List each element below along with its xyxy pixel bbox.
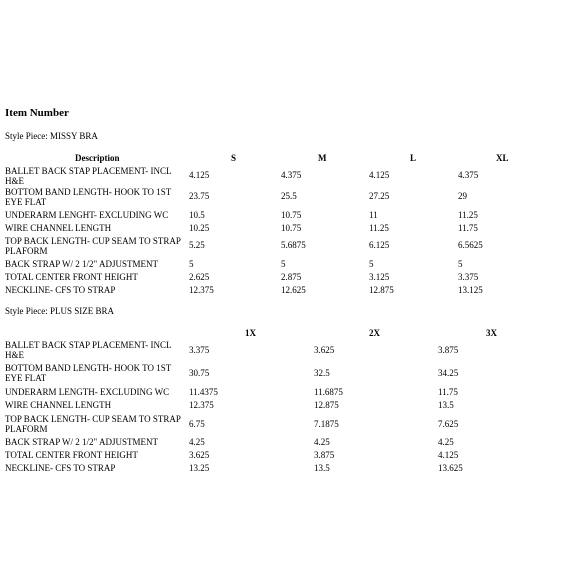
measurement-cell: 3.875	[438, 345, 459, 355]
measurement-cell: 4.125	[438, 450, 459, 460]
measurement-cell: 11	[369, 210, 378, 220]
measurement-cell: 13.25	[189, 463, 210, 473]
measurement-cell: 4.375	[281, 170, 302, 180]
measurement-cell: 4.125	[369, 170, 390, 180]
row-description: NECKLINE- CFS TO STRAP	[5, 463, 116, 473]
row-description: BOTTOM BAND LENGTH- HOOK TO 1ST EYE FLAT	[5, 363, 172, 383]
measurement-cell: 12.875	[369, 285, 394, 295]
measurement-cell: 5	[369, 259, 374, 269]
measurement-cell: 13.5	[314, 463, 330, 473]
measurement-cell: 34.25	[438, 368, 459, 378]
measurement-cell: 12.375	[189, 400, 214, 410]
measurement-cell: 11.25	[458, 210, 478, 220]
measurement-cell: 3.375	[458, 272, 479, 282]
row-description: TOTAL CENTER FRONT HEIGHT	[5, 272, 138, 282]
row-description: UNDERARM LENGHT- EXCLUDING WC	[5, 210, 169, 220]
column-header-size: S	[231, 153, 237, 163]
row-description: WIRE CHANNEL LENGTH	[5, 400, 112, 410]
row-description: BALLET BACK STAP PLACEMENT- INCL H&E	[5, 340, 172, 360]
measurement-cell: 5	[458, 259, 463, 269]
measurement-cell: 4.25	[438, 437, 454, 447]
plus-style-label: Style Piece: PLUS SIZE BRA	[5, 306, 115, 316]
measurement-cell: 13.125	[458, 285, 483, 295]
row-description: TOTAL CENTER FRONT HEIGHT	[5, 450, 138, 460]
measurement-cell: 10.5	[189, 210, 205, 220]
measurement-cell: 27.25	[369, 191, 390, 201]
measurement-cell: 6.125	[369, 240, 390, 250]
measurement-cell: 11.75	[438, 387, 458, 397]
missy-style-label: Style Piece: MISSY BRA	[5, 131, 98, 141]
measurement-cell: 3.375	[189, 345, 210, 355]
measurement-cell: 5.25	[189, 240, 205, 250]
measurement-cell: 2.625	[189, 272, 210, 282]
measurement-cell: 10.75	[281, 210, 302, 220]
measurement-cell: 4.25	[189, 437, 205, 447]
column-header-size: 2X	[369, 328, 380, 338]
measurement-cell: 5.6875	[281, 240, 306, 250]
measurement-cell: 6.5625	[458, 240, 483, 250]
column-header-size: L	[410, 153, 417, 163]
measurement-cell: 10.75	[281, 223, 302, 233]
column-header-size: 1X	[245, 328, 256, 338]
measurement-cell: 10.25	[189, 223, 210, 233]
row-description: BACK STRAP W/ 2 1/2" ADJUSTMENT	[5, 259, 158, 269]
measurement-cell: 29	[458, 191, 467, 201]
measurement-cell: 7.1875	[314, 419, 339, 429]
row-description: NECKLINE- CFS TO STRAP	[5, 285, 116, 295]
row-description: TOP BACK LENGTH- CUP SEAM TO STRAP PLAFORM	[5, 414, 181, 434]
column-header-size: 3X	[486, 328, 497, 338]
row-description: WIRE CHANNEL LENGTH	[5, 223, 112, 233]
measurement-cell: 23.75	[189, 191, 210, 201]
measurement-cell: 11.25	[369, 223, 389, 233]
measurement-cell: 3.625	[314, 345, 335, 355]
column-header-size: M	[318, 153, 327, 163]
column-header-size: XL	[496, 153, 509, 163]
measurement-cell: 4.25	[314, 437, 330, 447]
measurement-cell: 11.4375	[189, 387, 218, 397]
measurement-cell: 6.75	[189, 419, 205, 429]
measurement-cell: 13.5	[438, 400, 454, 410]
measurement-cell: 12.625	[281, 285, 306, 295]
row-description: BALLET BACK STAP PLACEMENT- INCL H&E	[5, 166, 172, 186]
measurement-cell: 30.75	[189, 368, 210, 378]
measurement-cell: 2.875	[281, 272, 302, 282]
row-description: BACK STRAP W/ 2 1/2" ADJUSTMENT	[5, 437, 158, 447]
measurement-cell: 3.125	[369, 272, 390, 282]
measurement-cell: 3.875	[314, 450, 335, 460]
measurement-cell: 13.625	[438, 463, 463, 473]
measurement-cell: 5	[189, 259, 194, 269]
row-description: TOP BACK LENGTH- CUP SEAM TO STRAP PLAFORM	[5, 236, 181, 256]
measurement-cell: 11.6875	[314, 387, 343, 397]
row-description: UNDERARM LENGTH- EXCLUDING WC	[5, 387, 170, 397]
measurement-cell: 5	[281, 259, 286, 269]
measurement-cell: 11.75	[458, 223, 478, 233]
measurement-cell: 12.375	[189, 285, 214, 295]
measurement-cell: 32.5	[314, 368, 330, 378]
measurement-cell: 4.375	[458, 170, 479, 180]
measurement-cell: 4.125	[189, 170, 210, 180]
measurement-cell: 25.5	[281, 191, 297, 201]
measurement-cell: 12.875	[314, 400, 339, 410]
row-description: BOTTOM BAND LENGTH- HOOK TO 1ST EYE FLAT	[5, 187, 172, 207]
page-title: Item Number	[5, 107, 69, 119]
measurement-cell: 3.625	[189, 450, 210, 460]
column-header-description: Description	[75, 153, 120, 163]
measurement-cell: 7.625	[438, 419, 459, 429]
